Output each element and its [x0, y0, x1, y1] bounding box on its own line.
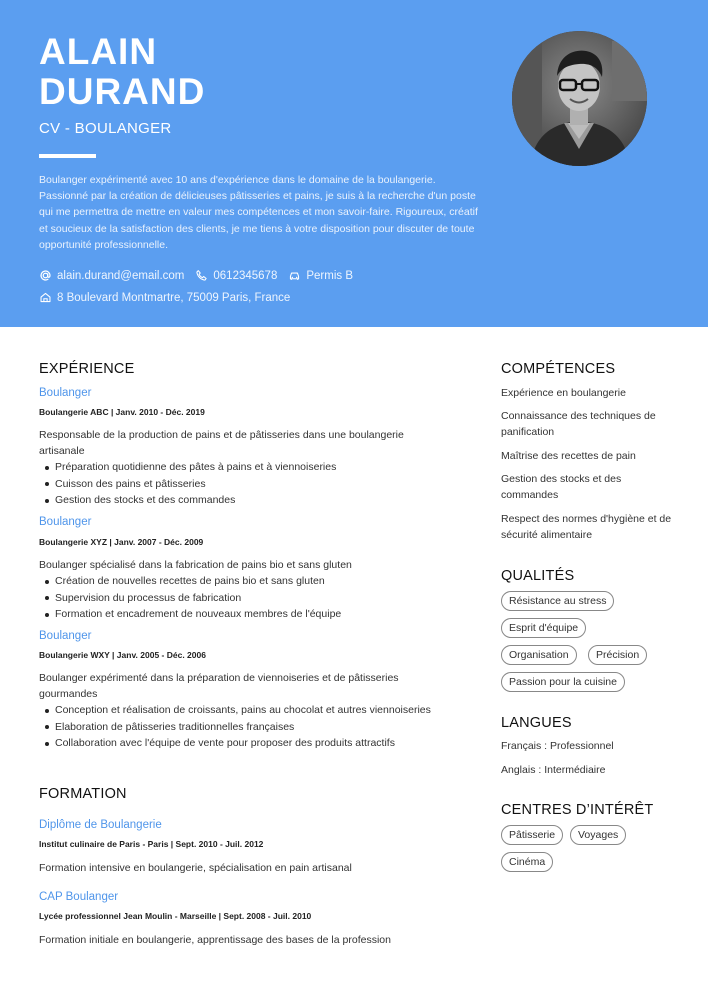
degree-title: Diplôme de Boulangerie [39, 819, 162, 831]
candidate-name [39, 32, 205, 112]
skill-item: Expérience en boulangerie [501, 387, 626, 399]
job-description: Boulanger spécialisé dans la fabrication de pains bio et sans gluten [39, 559, 352, 571]
email-item[interactable] [39, 269, 184, 282]
job-description: Responsable de la production de pains et de pâtisseries dans une boulangerie artisanale [39, 429, 404, 457]
skill-item: Gestion des stocks et des commandes [501, 473, 622, 501]
phone-item[interactable] [195, 269, 277, 282]
cv-subtitle: CV - BOULANGER [39, 120, 172, 137]
quality-tag: Résistance au stress [501, 591, 614, 611]
job-title: Boulanger [39, 387, 92, 399]
phone-text: 0612345678 [213, 269, 278, 282]
skill-item: Connaissance des techniques de panification [501, 410, 656, 438]
contact-row [39, 269, 364, 282]
job-bullets [39, 573, 341, 623]
quality-tag: Passion pour la cuisine [501, 672, 625, 692]
license-text: Permis B [306, 269, 354, 282]
job-description: Boulanger expérimenté dans la préparation de viennoiseries et de pâtisseries gourmandes [39, 672, 399, 700]
cv-header [0, 0, 708, 327]
phone-icon [195, 269, 208, 282]
education-heading: FORMATION [39, 786, 127, 802]
job-title: Boulanger [39, 630, 92, 642]
experience-heading: EXPÉRIENCE [39, 361, 135, 377]
job-bullets [39, 702, 431, 752]
skills-heading: COMPÉTENCES [501, 361, 616, 377]
profile-photo-image [512, 31, 647, 166]
last-name: DURAND [39, 71, 206, 112]
qualities-heading: QUALITÉS [501, 568, 575, 584]
job-bullet: Préparation quotidienne des pâtes à pains et à viennoiseries [39, 459, 336, 476]
degree-title: CAP Boulanger [39, 891, 119, 903]
degree-meta: Institut culinaire de Paris - Paris | Sept. 2010 - Juil. 2012 [39, 839, 264, 849]
profile-summary: Boulanger expérimenté avec 10 ans d'expérience dans le domaine de la boulangerie. Passionné par la création de délicieuses pâtisseries et pains, je suis à la recherche d'un poste qui me permettra de mettre en valeur mes compétences et mon savoir-faire. Rigoureux, créatif et soucieux de la satisfaction des clients, je me tiens à votre disposition pour discuter de toute opportunité professionnelle. [39, 174, 478, 251]
job-meta: Boulangerie WXY | Janv. 2005 - Déc. 2006 [39, 650, 206, 660]
job-bullet: Cuisson des pains et pâtisseries [39, 476, 336, 493]
degree-meta: Lycée professionnel Jean Moulin - Marseille | Sept. 2008 - Juil. 2010 [39, 911, 312, 921]
quality-tag: Organisation [501, 645, 577, 665]
skill-item: Respect des normes d'hygiène et de sécurité alimentaire [501, 513, 672, 541]
profile-photo [512, 31, 647, 166]
interest-tag: Voyages [570, 825, 626, 845]
first-name: ALAIN [39, 31, 158, 72]
degree-description: Formation initiale en boulangerie, apprentissage des bases de la profession [39, 934, 391, 946]
job-bullet: Création de nouvelles recettes de pains bio et sans gluten [39, 573, 341, 590]
address-item [39, 291, 290, 304]
email-text: alain.durand@email.com [57, 269, 185, 282]
car-icon [288, 269, 301, 282]
language-item: Anglais : Intermédiaire [501, 764, 606, 776]
languages-heading: LANGUES [501, 715, 572, 731]
job-meta: Boulangerie ABC | Janv. 2010 - Déc. 2019 [39, 407, 205, 417]
job-bullet: Supervision du processus de fabrication [39, 590, 341, 607]
degree-description: Formation intensive en boulangerie, spécialisation en pain artisanal [39, 862, 352, 874]
home-icon [39, 291, 52, 304]
quality-tag: Esprit d'équipe [501, 618, 586, 638]
job-bullet: Formation et encadrement de nouveaux membres de l'équipe [39, 606, 341, 623]
job-meta: Boulangerie XYZ | Janv. 2007 - Déc. 2009 [39, 537, 204, 547]
quality-tag: Précision [588, 645, 647, 665]
job-bullet: Elaboration de pâtisseries traditionnelles françaises [39, 719, 431, 736]
interests-heading: CENTRES D’INTÉRÊT [501, 802, 654, 818]
language-item: Français : Professionnel [501, 740, 614, 752]
address-text: 8 Boulevard Montmartre, 75009 Paris, France [57, 291, 291, 304]
job-bullet: Gestion des stocks et des commandes [39, 492, 336, 509]
address-row [39, 291, 301, 304]
interest-tag: Cinéma [501, 852, 553, 872]
job-bullet: Conception et réalisation de croissants, pains au chocolat et autres viennoiseries [39, 702, 431, 719]
job-title: Boulanger [39, 516, 92, 528]
job-bullet: Collaboration avec l'équipe de vente pour proposer des produits attractifs [39, 735, 431, 752]
at-sign-icon [39, 269, 52, 282]
interest-tag: Pâtisserie [501, 825, 563, 845]
skill-item: Maîtrise des recettes de pain [501, 450, 636, 462]
header-divider [39, 154, 96, 158]
job-bullets [39, 459, 336, 509]
license-item [288, 269, 353, 282]
